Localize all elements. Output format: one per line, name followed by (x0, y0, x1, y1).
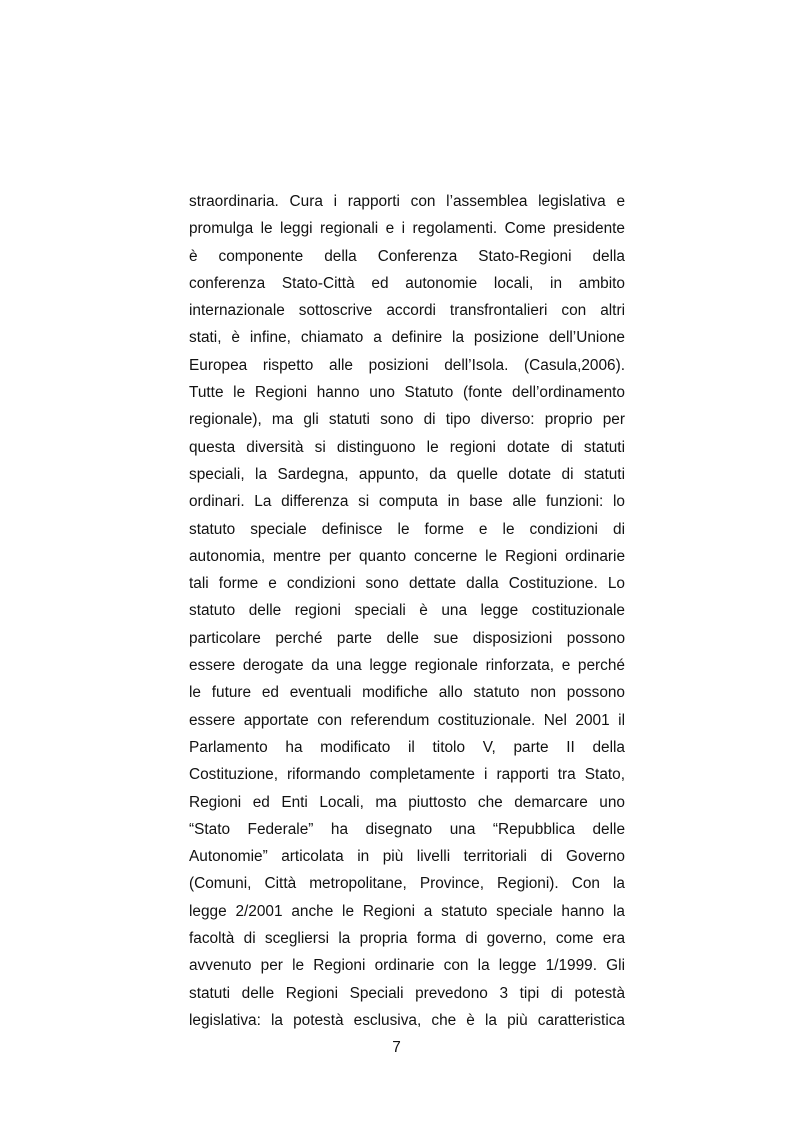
page-number: 7 (392, 1039, 401, 1056)
text-line: regionale), ma gli statuti sono di tipo diverso: proprio per (189, 411, 625, 429)
text-line: Europea rispetto alle posizioni dell’Isola. (Casula,2006). (189, 356, 625, 374)
text-line: Regioni ed Enti Locali, ma piuttosto che demarcare uno (189, 793, 625, 811)
text-line: le future ed eventuali modifiche allo statuto non possono (189, 684, 625, 702)
text-line: Costituzione, riformando completamente i rapporti tra Stato, (189, 766, 625, 784)
text-line: questa diversità si distinguono le regioni dotate di statuti (189, 438, 625, 456)
text-line: legge 2/2001 anche le Regioni a statuto speciale hanno la (189, 902, 625, 920)
text-line: Tutte le Regioni hanno uno Statuto (fonte dell’ordinamento (189, 384, 625, 402)
text-line: Autonomie” articolata in più livelli territoriali di Governo (189, 848, 625, 866)
text-line: conferenza Stato-Città ed autonomie locali, in ambito (189, 274, 625, 292)
text-line: speciali, la Sardegna, appunto, da quelle dotate di statuti (189, 465, 625, 483)
text-line: legislativa: la potestà esclusiva, che è la più caratteristica (189, 1011, 625, 1029)
text-line: straordinaria. Cura i rapporti con l’assemblea legislativa e (189, 193, 625, 210)
text-line: stati, è infine, chiamato a definire la posizione dell’Unione (189, 329, 625, 347)
text-line: (Comuni, Città metropolitane, Province, Regioni). Con la (189, 875, 625, 893)
text-line: internazionale sottoscrive accordi transfrontalieri con altri (189, 302, 625, 320)
text-line: statuto speciale definisce le forme e le condizioni di (189, 520, 625, 538)
text-line: statuto delle regioni speciali è una legge costituzionale (189, 602, 625, 620)
text-line: facoltà di scegliersi la propria forma di governo, come era (189, 930, 625, 948)
text-line: autonomia, mentre per quanto concerne le Regioni ordinarie (189, 547, 625, 565)
text-line: essere derogate da una legge regionale rinforzata, e perché (189, 657, 625, 675)
text-line: promulga le leggi regionali e i regolamenti. Come presidente (189, 220, 625, 238)
text-line: statuti delle Regioni Speciali prevedono 3 tipi di potestà (189, 984, 625, 1002)
text-line: particolare perché parte delle sue disposizioni possono (189, 629, 625, 647)
text-line: “Stato Federale” ha disegnato una “Repubblica delle (189, 820, 625, 838)
text-line: essere apportate con referendum costituzionale. Nel 2001 il (189, 711, 625, 729)
text-line: è componente della Conferenza Stato-Regioni della (189, 247, 625, 265)
text-line: avvenuto per le Regioni ordinarie con la legge 1/1999. Gli (189, 957, 625, 975)
body-text (189, 188, 625, 1034)
text-line: ordinari. La differenza si computa in base alle funzioni: lo (189, 493, 625, 511)
text-line: Parlamento ha modificato il titolo V, parte II della (189, 738, 625, 756)
text-line: tali forme e condizioni sono dettate dalla Costituzione. Lo (189, 575, 625, 593)
